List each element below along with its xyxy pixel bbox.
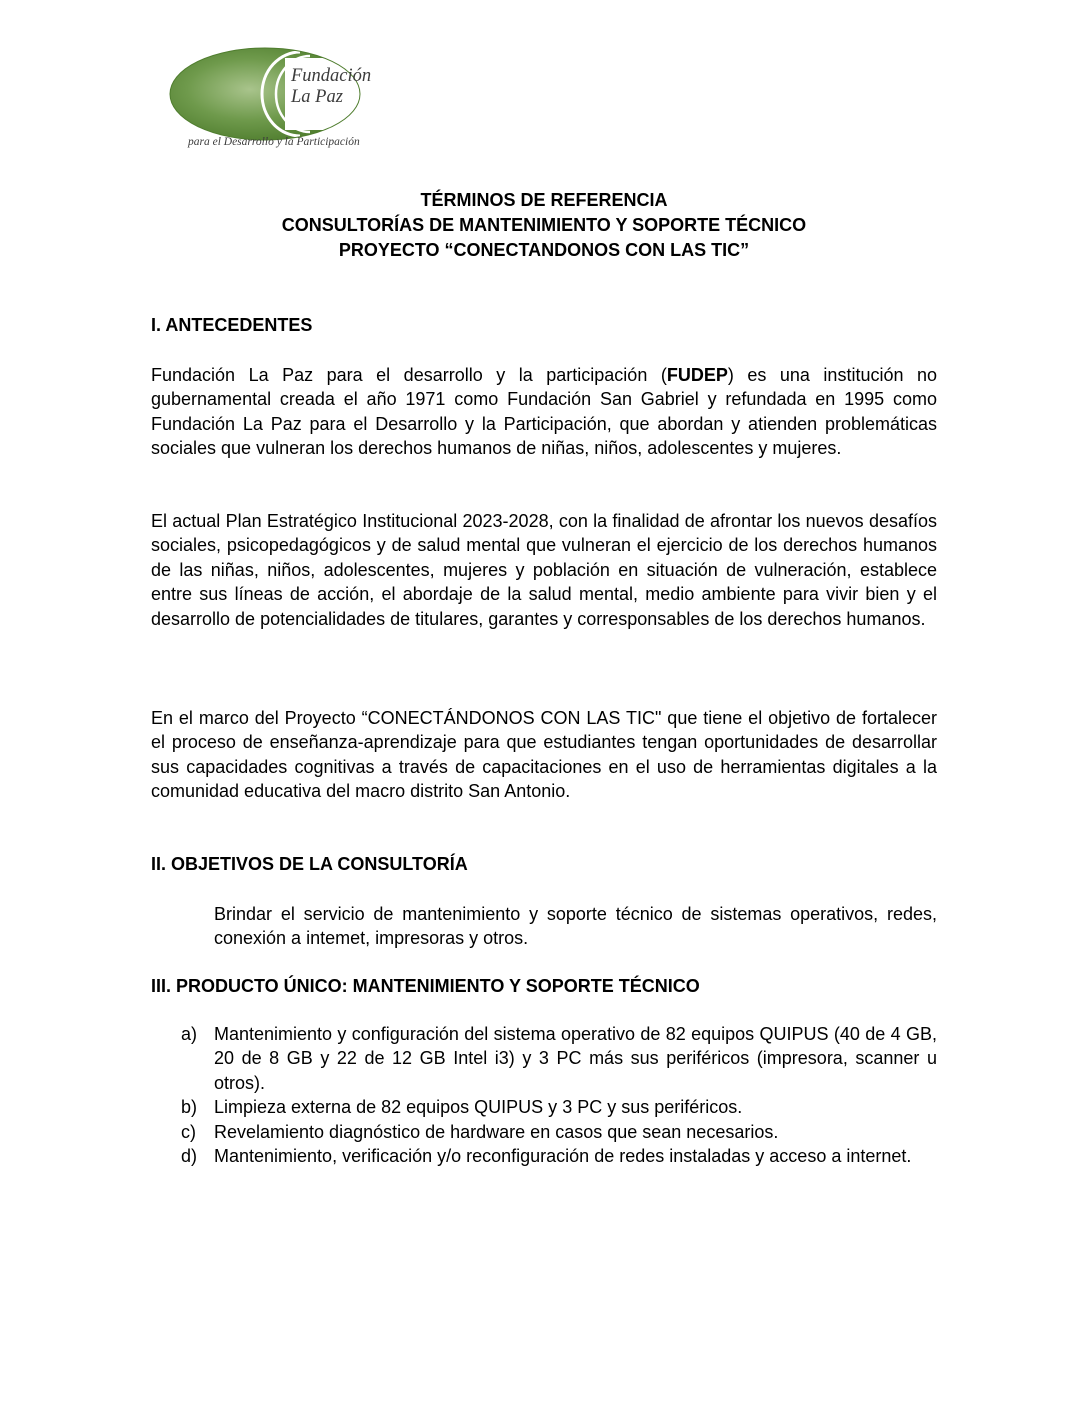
- paragraph-fudep: [151, 363, 937, 461]
- title-line-2: CONSULTORÍAS DE MANTENIMIENTO Y SOPORTE TÉCNICO: [281, 215, 807, 235]
- logo-wordmark: [291, 66, 371, 108]
- logo-name-line2: La Paz: [291, 87, 343, 107]
- section-heading-producto: III. PRODUCTO ÚNICO: MANTENIMIENTO Y SOPORTE TÉCNICO: [151, 976, 700, 996]
- fudep-acronym: FUDEP: [666, 365, 728, 385]
- list-marker: b): [181, 1097, 198, 1118]
- paragraph-plan-estrategico: El actual Plan Estratégico Institucional 2023-2028, con la finalidad de afrontar los nuevos desafíos sociales, psicopedagógicos y de salud mental que vulneran el ejercicio de los derechos humanos de las niñas, niños, adolescentes, mujeres y población en situación de vulneración, establece entre sus líneas de acción, el abordaje de la salud mental, medio ambiente para vivir bien y el desarrollo de potencialidades de titulares, garantes y corresponsables de los derechos humanos.: [151, 511, 937, 629]
- section-heading-objetivos: II. OBJETIVOS DE LA CONSULTORÍA: [151, 854, 468, 874]
- paragraph-fudep-start: Fundación La Paz para el desarrollo y la participación (: [151, 365, 667, 385]
- logo-tagline: para el Desarrollo y la Participación: [188, 136, 360, 148]
- list-item: [181, 1095, 937, 1119]
- foundation-logo: [160, 44, 400, 162]
- list-marker: d): [181, 1146, 198, 1167]
- paragraph-fudep-rest: ) es una institución no gubernamental creada el año 1971 como Fundación San Gabriel y refundada en 1995 como Fundación La Paz para el Desarrollo y la Participación, que abordan y atienden problemáticas sociales que vulneran los derechos humanos de niñas, niños, adolescentes y mujeres.: [151, 365, 938, 459]
- list-item-text: Limpieza externa de 82 equipos QUIPUS y 3 PC y sus periféricos.: [214, 1097, 743, 1118]
- section-heading-antecedentes: I. ANTECEDENTES: [151, 315, 313, 335]
- title-line-1: TÉRMINOS DE REFERENCIA: [420, 190, 668, 210]
- paragraph-objetivo: Brindar el servicio de mantenimiento y soporte técnico de sistemas operativos, redes, conexión a intemet, impresoras y otros.: [214, 904, 937, 949]
- list-marker: a): [181, 1024, 198, 1044]
- list-item: [181, 1022, 937, 1095]
- list-item: [181, 1144, 937, 1168]
- document-title: [0, 188, 1088, 263]
- logo-name-line1: Fundación: [291, 66, 372, 86]
- list-item-text: Revelamiento diagnóstico de hardware en casos que sean necesarios.: [214, 1121, 779, 1142]
- title-line-3: PROYECTO “CONECTANDONOS CON LAS TIC”: [338, 240, 750, 260]
- list-marker: c): [181, 1121, 196, 1142]
- list-item: [181, 1120, 937, 1144]
- product-task-list: [181, 1022, 937, 1168]
- paragraph-proyecto: En el marco del Proyecto “CONECTÁNDONOS CON LAS TIC" que tiene el objetivo de fortalecer el proceso de enseñanza-aprendizaje para que estudiantes tengan oportunidades de desarrollar sus capacidades cognitivas a través de capacitaciones en el uso de herramientas digitales a la comunidad educativa del macro distrito San Antonio.: [151, 708, 937, 802]
- list-item-text: Mantenimiento y configuración del sistema operativo de 82 equipos QUIPUS (40 de 4 GB, 20 de 8 GB y 22 de 12 GB Intel i3) y 3 PC más sus periféricos (impresora, scanner u otros).: [214, 1024, 937, 1093]
- list-item-text: Mantenimiento, verificación y/o reconfiguración de redes instaladas y acceso a internet.: [214, 1146, 912, 1167]
